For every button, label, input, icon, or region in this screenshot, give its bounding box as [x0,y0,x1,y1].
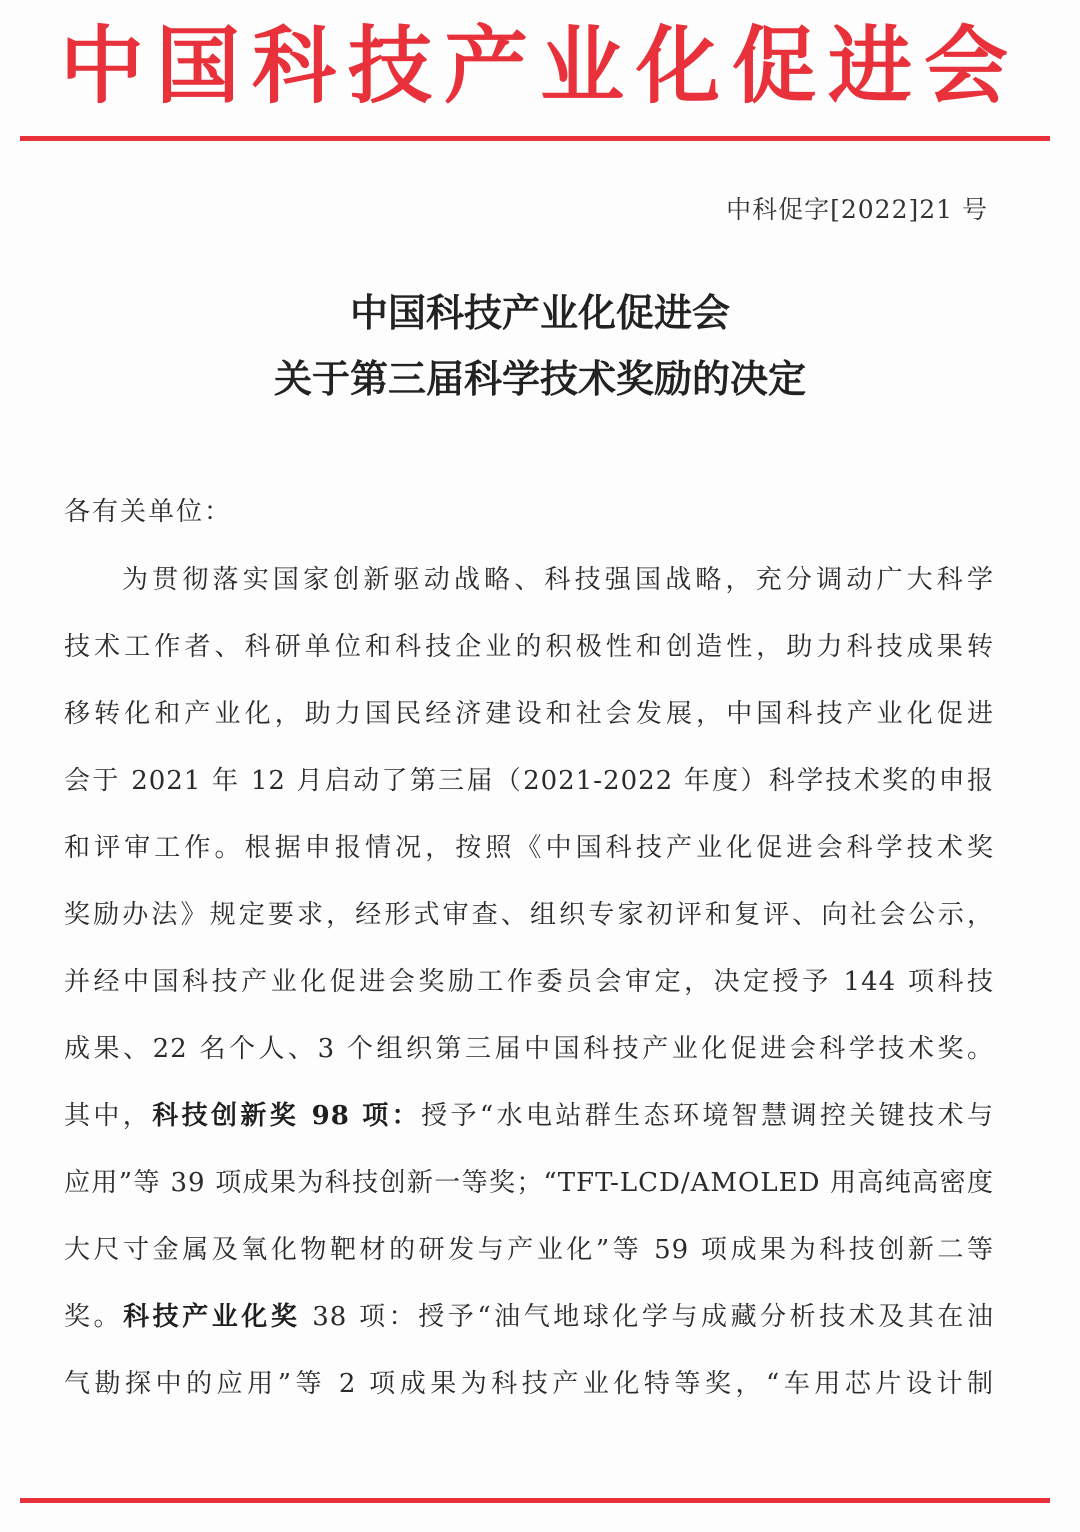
body-line: 技术工作者、科研单位和科技企业的积极性和创造性，助力科技成果转 [64,632,994,662]
body-line: 会于 2021 年 12 月启动了第三届（2021-2022 年度）科学技术奖的申报 [64,766,994,796]
body-text-segment: 奖。 [64,1302,124,1332]
body-line-industrialization-award [64,1297,994,1364]
body-line: 和评审工作。根据申报情况，按照《中国科技产业化促进会科学技术奖 [64,833,994,863]
body-text [64,560,994,1431]
body-line: 气勘探中的应用”等 2 项成果为科技产业化特等奖，“车用芯片设计制 [64,1369,994,1399]
innovation-award-bold: 科技创新奖 98 项： [152,1101,422,1131]
document-title-line-1: 中国科技产业化促进会 [349,291,730,335]
industrialization-award-bold: 科技产业化奖 [123,1302,301,1332]
document-title-line-2: 关于第三届科学技术奖励的决定 [273,357,806,401]
body-line: 奖励办法》规定要求，经形式审查、组织专家初评和复评、向社会公示， [64,900,994,930]
body-text-segment: 授予“水电站群生态环境智慧调控关键技术与 [421,1101,994,1131]
body-text-segment: 38 项：授予“油气地球化学与成藏分析技术及其在油 [300,1302,994,1332]
body-line: 成果、22 名个人、3 个组织第三届中国科技产业化促进会科学技术奖。 [64,1034,994,1064]
org-header-title: 中国科技产业化促进会 [59,16,1020,115]
salutation: 各有关单位： [64,497,233,527]
body-line: 并经中国科技产业化促进会奖励工作委员会审定，决定授予 144 项科技 [64,967,994,997]
body-line: 移转化和产业化，助力国民经济建设和社会发展，中国科技产业化促进 [64,699,994,729]
body-line: 应用”等 39 项成果为科技创新一等奖；“TFT-LCD/AMOLED 用高纯高密度 [64,1168,994,1198]
body-line-innovation-award [64,1096,994,1163]
document-number: 中科促字[2022]21 号 [726,195,988,224]
header-red-rule [20,136,1050,141]
footer-red-rule [20,1498,1050,1503]
body-text-segment: 其中， [64,1101,153,1131]
body-line: 大尺寸金属及氧化物靶材的研发与产业化”等 59 项成果为科技创新二等 [64,1235,994,1265]
body-line: 为贯彻落实国家创新驱动战略、科技强国战略，充分调动广大科学 [122,565,994,595]
